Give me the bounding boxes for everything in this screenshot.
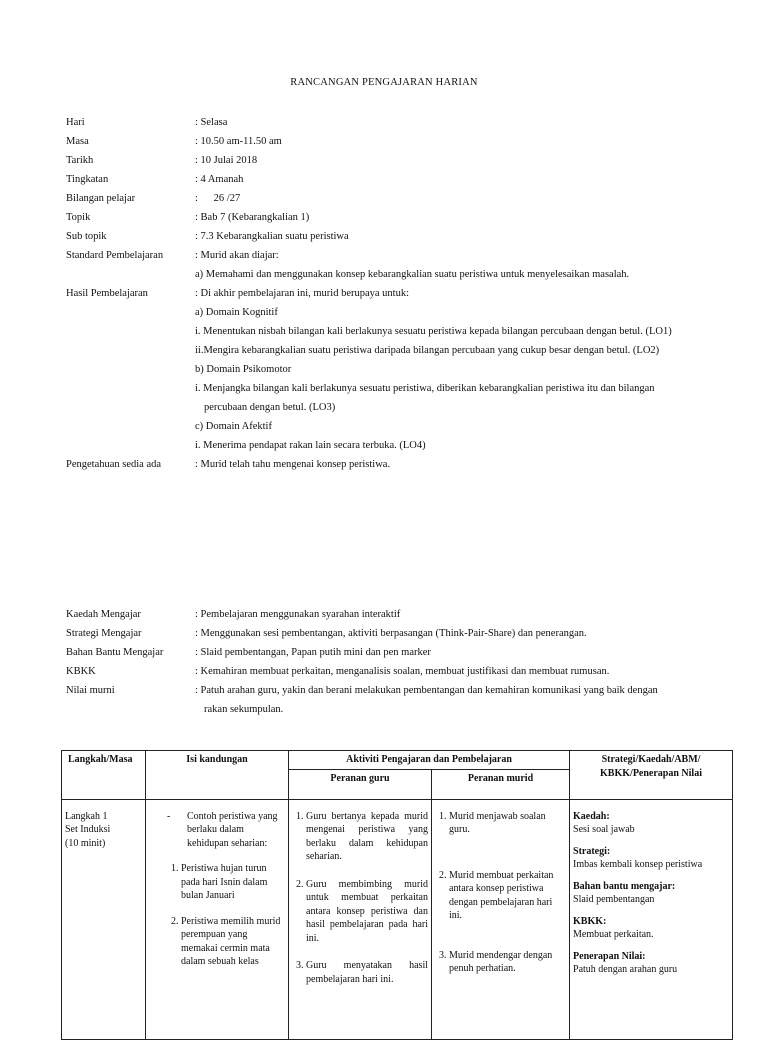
isi-item: 2. Peristiwa memilih murid perempuan yang memakai cermin mata dalam sebuah kelas	[181, 915, 285, 969]
hasil-line: : Di akhir pembelajaran ini, murid berupaya untuk:	[195, 288, 410, 299]
nilai-heading: Penerapan Nilai:	[573, 950, 646, 962]
tarikh-value: : 10 Julai 2018	[195, 155, 258, 166]
bahan-heading: Bahan bantu mengajar:	[573, 880, 676, 892]
subtopik-value: : 7.3 Kebarangkalian suatu peristiwa	[195, 231, 349, 242]
kaedah-heading: Kaedah:	[573, 810, 610, 822]
hasil-line: i. Menentukan nisbah bilangan kali berlakunya sesuatu peristiwa kepada bilangan percubaan dengan betul. (LO1)	[195, 326, 672, 337]
info-block	[66, 116, 716, 477]
hasil-line: i. Menerima pendapat rakan lain secara terbuka. (LO4)	[195, 440, 426, 451]
guru-cell	[289, 799, 432, 1039]
hasil-line: b) Domain Psikomotor	[195, 364, 292, 375]
nilai-line: : Patuh arahan guru, yakin dan berani melakukan pembentangan dan kemahiran komunikasi yang baik dengan	[195, 685, 658, 696]
header-murid: Peranan murid	[432, 769, 570, 799]
isi-intro: Contoh peristiwa yang berlaku dalam kehidupan seharian:	[187, 810, 278, 849]
hasil-line: c) Domain Afektif	[195, 421, 272, 432]
langkah-cell	[62, 799, 146, 1039]
topik-label: Topik	[66, 212, 91, 223]
isi-cell	[146, 799, 289, 1039]
strategi-cell	[570, 799, 733, 1039]
standard-line: : Murid akan diajar:	[195, 250, 279, 261]
header-langkah: Langkah/Masa	[62, 751, 146, 800]
isi-item: 1. Peristiwa hujan turun pada hari Isnin dalam bulan Januari	[181, 862, 285, 903]
langkah-line: (10 minit)	[65, 837, 106, 849]
guru-item: 2. Guru membimbing murid untuk membuat perkaitan antara konsep peristiwa dan hasil pembelajaran pada hari ini.	[306, 878, 428, 946]
subtopik-label: Sub topik	[66, 231, 107, 242]
pengetahuan-label: Pengetahuan sedia ada	[66, 459, 162, 470]
dash-bullet: -	[167, 810, 171, 822]
strategi-heading: Strategi:	[573, 845, 611, 857]
kaedah-value: : Pembelajaran menggunakan syarahan interaktif	[195, 609, 401, 620]
bilangan-value: : 26 /27	[195, 193, 241, 204]
kaedah-label: Kaedah Mengajar	[66, 609, 141, 620]
standard-line: a) Memahami dan menggunakan konsep kebarangkalian suatu peristiwa untuk menyelesaikan masalah.	[195, 269, 630, 280]
murid-item: 3. Murid mendengar dengan penuh perhatian.	[449, 949, 566, 976]
strategi-value: : Menggunakan sesi pembentangan, aktiviti berpasangan (Think-Pair-Share) dan penerangan.	[195, 628, 587, 639]
page-title: RANCANGAN PENGAJARAN HARIAN	[290, 77, 478, 88]
hasil-line: a) Domain Kognitif	[195, 307, 278, 318]
tingkatan-value: : 4 Amanah	[195, 174, 244, 185]
header-aktiviti: Aktiviti Pengajaran dan Pembelajaran	[289, 751, 570, 770]
bilangan-label: Bilangan pelajar	[66, 193, 136, 204]
hari-value: : Selasa	[195, 117, 228, 128]
pengetahuan-value: : Murid telah tahu mengenai konsep peristiwa.	[195, 459, 391, 470]
nilai-label: Nilai murni	[66, 685, 115, 696]
guru-item: 1. Guru bertanya kepada murid mengenai peristiwa yang berlaku dalam kehidupan seharian.	[306, 810, 428, 864]
kbkk-label: KBKK	[66, 666, 96, 677]
hasil-label: Hasil Pembelajaran	[66, 288, 148, 299]
kbkk-heading: KBKK:	[573, 915, 607, 927]
hasil-line: percubaan dengan betul. (LO3)	[204, 402, 336, 413]
masa-value: : 10.50 am-11.50 am	[195, 136, 282, 147]
hari-label: Hari	[66, 117, 85, 128]
topik-value: : Bab 7 (Kebarangkalian 1)	[195, 212, 310, 223]
strategi-label: Strategi Mengajar	[66, 628, 142, 639]
langkah-line: Set Induksi	[65, 824, 111, 835]
lesson-table	[61, 750, 733, 1040]
table-row	[62, 799, 733, 1039]
hasil-line: ii.Mengira kebarangkalian suatu peristiwa daripada bilangan percubaan yang cukup besar dengan betul. (LO2)	[195, 345, 660, 356]
hasil-line: i. Menjangka bilangan kali berlakunya sesuatu peristiwa, diberikan kebarangkalian peristiwa itu dan bilangan	[195, 383, 655, 394]
header-strategi: Strategi/Kaedah/ABM/ KBKK/Penerapan Nilai	[570, 751, 733, 800]
bahan-text: Slaid pembentangan	[573, 894, 655, 905]
guru-item: 3. Guru menyatakan hasil pembelajaran hari ini.	[306, 959, 428, 986]
method-block	[66, 608, 716, 722]
header-isi: Isi kandungan	[146, 751, 289, 800]
kbkk-value: : Kemahiran membuat perkaitan, menganalisis soalan, membuat justifikasi dan membuat rumusan.	[195, 666, 610, 677]
kbkk-text: Membuat perkaitan.	[573, 929, 654, 940]
murid-cell	[432, 799, 570, 1039]
tarikh-label: Tarikh	[66, 155, 94, 166]
murid-item: 1. Murid menjawab soalan guru.	[449, 810, 566, 837]
bahan-value: : Slaid pembentangan, Papan putih mini dan pen marker	[195, 647, 431, 658]
nilai-line: rakan sekumpulan.	[204, 704, 284, 715]
strategi-text: Imbas kembali konsep peristiwa	[573, 859, 703, 870]
standard-label: Standard Pembelajaran	[66, 250, 164, 261]
header-guru: Peranan guru	[289, 769, 432, 799]
murid-item: 2. Murid membuat perkaitan antara konsep peristiwa dengan pembelajaran hari ini.	[449, 869, 566, 923]
tingkatan-label: Tingkatan	[66, 174, 109, 185]
masa-label: Masa	[66, 136, 89, 147]
nilai-text: Patuh dengan arahan guru	[573, 964, 678, 975]
langkah-line: Langkah 1	[65, 810, 108, 822]
bahan-label: Bahan Bantu Mengajar	[66, 647, 164, 658]
kaedah-text: Sesi soal jawab	[573, 824, 635, 835]
